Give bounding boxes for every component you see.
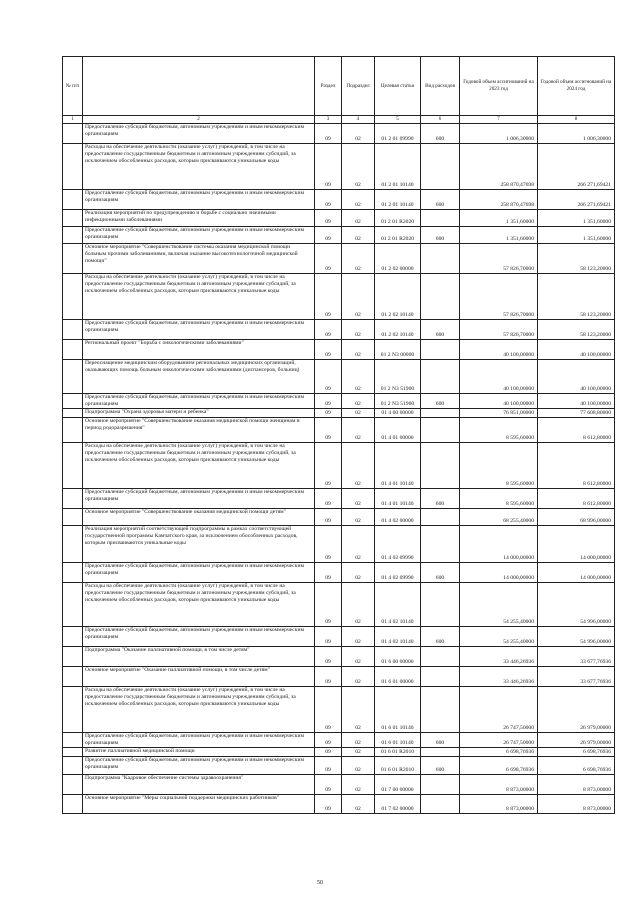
allocation-2024-cell: 54 996,00000: [538, 583, 615, 627]
target-article-cell: 01 2 01 09990: [375, 124, 421, 144]
row-name: Расходы на обеспечение деятельности (оказание услуг) учреждений, в том числе на предоставление государственным бюджетным и автономным учреждениям субсидий, за исключением обособленных расходов, которым присваиваются уникальные коды: [83, 687, 315, 733]
table-row: [63, 795, 615, 814]
table-row: [63, 583, 615, 627]
allocation-2024-cell: 58 123,20000: [538, 320, 615, 340]
num-cell: [63, 210, 83, 227]
table-row: [63, 227, 615, 244]
num-cell: [63, 144, 83, 190]
num-cell: [63, 190, 83, 210]
row-name: Предоставление субсидий бюджетным, автономным учреждениям и иным некоммерческим организациям: [83, 733, 315, 748]
allocation-2023-cell: 40 100,00000: [460, 340, 538, 360]
allocation-2024-cell: 1 351,60000: [538, 210, 615, 227]
table-row: [63, 320, 615, 340]
target-article-cell: 01 7 02 00000: [375, 795, 421, 814]
allocation-2024-cell: 58 123,20000: [538, 274, 615, 320]
razdel-cell: 09: [315, 409, 342, 418]
expense-type-cell: 600: [421, 627, 460, 647]
target-article-cell: 01 2 02 10140: [375, 320, 421, 340]
table-row: [63, 687, 615, 733]
razdel-cell: 09: [315, 144, 342, 190]
num-cell: [63, 757, 83, 775]
allocation-2024-cell: 8 612,80000: [538, 489, 615, 509]
podrazdel-cell: 02: [342, 687, 375, 733]
allocation-2023-cell: 76 851,00000: [460, 409, 538, 418]
table-row: [63, 775, 615, 795]
razdel-cell: 09: [315, 583, 342, 627]
col-number: 3: [315, 116, 342, 124]
allocation-2023-cell: 8 595,60000: [460, 489, 538, 509]
allocation-2023-cell: 258 870,47698: [460, 144, 538, 190]
col-header-target-article: Целевая статья: [375, 57, 421, 116]
expense-type-cell: 600: [421, 733, 460, 748]
allocation-2024-cell: 8 873,00000: [538, 775, 615, 795]
num-cell: [63, 687, 83, 733]
table-row: [63, 733, 615, 748]
allocation-2024-cell: 77 608,80000: [538, 409, 615, 418]
podrazdel-cell: 02: [342, 526, 375, 563]
allocation-2023-cell: 33 446,26936: [460, 667, 538, 687]
podrazdel-cell: 02: [342, 274, 375, 320]
allocation-2024-cell: 14 000,00000: [538, 563, 615, 583]
num-cell: [63, 360, 83, 394]
razdel-cell: 09: [315, 394, 342, 409]
podrazdel-cell: 02: [342, 124, 375, 144]
col-header-podrazdel: Подраздел: [342, 57, 375, 116]
podrazdel-cell: 02: [342, 210, 375, 227]
col-header-number: № п/п: [63, 57, 83, 116]
razdel-cell: 09: [315, 190, 342, 210]
razdel-cell: 09: [315, 795, 342, 814]
expense-type-cell: [421, 647, 460, 667]
table-row: [63, 489, 615, 509]
col-number: 1: [63, 116, 83, 124]
podrazdel-cell: 02: [342, 748, 375, 757]
num-cell: [63, 748, 83, 757]
expense-type-cell: [421, 360, 460, 394]
razdel-cell: 09: [315, 647, 342, 667]
razdel-cell: 09: [315, 210, 342, 227]
allocation-2023-cell: 1 351,60000: [460, 227, 538, 244]
allocation-2024-cell: 26 979,00000: [538, 687, 615, 733]
allocation-2024-cell: 33 677,76936: [538, 667, 615, 687]
razdel-cell: 09: [315, 733, 342, 748]
col-number: 2: [83, 116, 315, 124]
allocation-2023-cell: 8 873,00000: [460, 795, 538, 814]
target-article-cell: 01 4 02 09990: [375, 526, 421, 563]
expense-type-cell: [421, 409, 460, 418]
target-article-cell: 01 6 01 10140: [375, 687, 421, 733]
podrazdel-cell: 02: [342, 667, 375, 687]
target-article-cell: 01 6 01 R2010: [375, 748, 421, 757]
target-article-cell: 01 4 01 10140: [375, 489, 421, 509]
expense-type-cell: 600: [421, 757, 460, 775]
table-row: [63, 526, 615, 563]
razdel-cell: 09: [315, 489, 342, 509]
expense-type-cell: [421, 340, 460, 360]
row-name: Развитие паллиативной медицинской помощи: [83, 748, 315, 757]
num-cell: [63, 409, 83, 418]
razdel-cell: 09: [315, 360, 342, 394]
allocation-2024-cell: 1 351,60000: [538, 227, 615, 244]
razdel-cell: 09: [315, 526, 342, 563]
num-cell: [63, 124, 83, 144]
allocation-2024-cell: 266 271,69421: [538, 144, 615, 190]
row-name: Подпрограмма "Кадровое обеспечение системы здравоохранения": [83, 775, 315, 795]
table-row: [63, 340, 615, 360]
num-cell: [63, 244, 83, 274]
allocation-2024-cell: 6 698,76936: [538, 757, 615, 775]
target-article-cell: 01 2 N3 00000: [375, 340, 421, 360]
allocation-2023-cell: 26 747,50000: [460, 733, 538, 748]
table-row: [63, 647, 615, 667]
podrazdel-cell: 02: [342, 489, 375, 509]
num-cell: [63, 320, 83, 340]
table-row: [63, 360, 615, 394]
expense-type-cell: [421, 667, 460, 687]
row-name: Подпрограмма "Охрана здоровья матери и ребенка": [83, 409, 315, 418]
column-number-row: [63, 116, 615, 124]
podrazdel-cell: 02: [342, 190, 375, 210]
podrazdel-cell: 02: [342, 775, 375, 795]
allocation-2023-cell: 258 870,47698: [460, 190, 538, 210]
podrazdel-cell: 02: [342, 409, 375, 418]
target-article-cell: 01 2 N3 51900: [375, 360, 421, 394]
row-name: Предоставление субсидий бюджетным, автономным учреждениям и иным некоммерческим организациям: [83, 190, 315, 210]
table-row: [63, 757, 615, 775]
target-article-cell: 01 6 00 00000: [375, 647, 421, 667]
podrazdel-cell: 02: [342, 443, 375, 489]
allocation-2024-cell: 40 100,00000: [538, 360, 615, 394]
podrazdel-cell: 02: [342, 244, 375, 274]
num-cell: [63, 274, 83, 320]
table-row: [63, 124, 615, 144]
expense-type-cell: [421, 795, 460, 814]
expense-type-cell: 600: [421, 563, 460, 583]
table-row: [63, 443, 615, 489]
allocation-2024-cell: 58 123,20000: [538, 244, 615, 274]
expense-type-cell: 600: [421, 227, 460, 244]
podrazdel-cell: 02: [342, 509, 375, 526]
allocation-2023-cell: 8 595,60000: [460, 418, 538, 443]
target-article-cell: 01 2 01 10140: [375, 190, 421, 210]
allocation-2023-cell: 1 006,30000: [460, 124, 538, 144]
razdel-cell: 09: [315, 563, 342, 583]
target-article-cell: 01 4 02 00000: [375, 509, 421, 526]
target-article-cell: 01 4 02 09990: [375, 563, 421, 583]
podrazdel-cell: 02: [342, 144, 375, 190]
allocation-2023-cell: 6 698,76936: [460, 748, 538, 757]
expense-type-cell: [421, 526, 460, 563]
podrazdel-cell: 02: [342, 394, 375, 409]
allocation-2023-cell: 54 255,40000: [460, 627, 538, 647]
row-name: Региональный проект "Борьба с онкологическими заболеваниями": [83, 340, 315, 360]
target-article-cell: 01 6 01 R2010: [375, 757, 421, 775]
row-name: Предоставление субсидий бюджетным, автономным учреждениям и иным некоммерческим организациям: [83, 124, 315, 144]
razdel-cell: 09: [315, 443, 342, 489]
allocation-2023-cell: 40 100,00000: [460, 360, 538, 394]
razdel-cell: 09: [315, 775, 342, 795]
razdel-cell: 09: [315, 627, 342, 647]
razdel-cell: 09: [315, 274, 342, 320]
row-name: Подпрограмма "Оказание паллиативной помощи, в том числе детям": [83, 647, 315, 667]
target-article-cell: 01 4 00 00000: [375, 409, 421, 418]
num-cell: [63, 489, 83, 509]
table-header-row: [63, 57, 615, 116]
allocation-2024-cell: 8 873,00000: [538, 795, 615, 814]
podrazdel-cell: 02: [342, 627, 375, 647]
col-header-razdel: Раздел: [315, 57, 342, 116]
col-header-allocation-2024: Годовой объем ассигнований на 2024 год: [538, 57, 615, 116]
allocation-2023-cell: 57 826,70000: [460, 320, 538, 340]
row-name: Предоставление субсидий бюджетным, автономным учреждениям и иным некоммерческим организациям: [83, 757, 315, 775]
row-name: Предоставление субсидий бюджетным, автономным учреждениям и иным некоммерческим организациям: [83, 227, 315, 244]
podrazdel-cell: 02: [342, 360, 375, 394]
budget-allocation-table: [62, 56, 615, 814]
row-name: Предоставление субсидий бюджетным, автономным учреждениям и иным некоммерческим организациям: [83, 563, 315, 583]
table-row: [63, 627, 615, 647]
col-header-allocation-2023: Годовой объем ассигнований на 2023 год: [460, 57, 538, 116]
allocation-2023-cell: 54 255,40000: [460, 583, 538, 627]
row-name: Расходы на обеспечение деятельности (оказание услуг) учреждений, в том числе на предоставление государственным бюджетным и автономным учреждениям субсидий, за исключением обособленных расходов, которым присваиваются уникальные коды: [83, 443, 315, 489]
num-cell: [63, 340, 83, 360]
expense-type-cell: 600: [421, 320, 460, 340]
page-number: 50: [317, 880, 323, 886]
allocation-2024-cell: 8 612,80000: [538, 418, 615, 443]
razdel-cell: 09: [315, 244, 342, 274]
podrazdel-cell: 02: [342, 563, 375, 583]
num-cell: [63, 227, 83, 244]
num-cell: [63, 583, 83, 627]
allocation-2023-cell: 14 000,00000: [460, 563, 538, 583]
expense-type-cell: [421, 274, 460, 320]
expense-type-cell: [421, 748, 460, 757]
allocation-2024-cell: 266 271,69421: [538, 190, 615, 210]
allocation-2024-cell: 14 000,00000: [538, 526, 615, 563]
col-number: 6: [421, 116, 460, 124]
expense-type-cell: [421, 509, 460, 526]
col-number: 7: [460, 116, 538, 124]
razdel-cell: 09: [315, 509, 342, 526]
allocation-2023-cell: 1 351,60000: [460, 210, 538, 227]
num-cell: [63, 443, 83, 489]
num-cell: [63, 733, 83, 748]
col-number: 5: [375, 116, 421, 124]
num-cell: [63, 667, 83, 687]
num-cell: [63, 418, 83, 443]
target-article-cell: 01 4 02 10140: [375, 583, 421, 627]
allocation-2023-cell: 40 100,00000: [460, 394, 538, 409]
expense-type-cell: [421, 418, 460, 443]
podrazdel-cell: 02: [342, 227, 375, 244]
allocation-2024-cell: 33 677,76936: [538, 647, 615, 667]
expense-type-cell: [421, 687, 460, 733]
razdel-cell: 09: [315, 687, 342, 733]
allocation-2023-cell: 14 000,00000: [460, 526, 538, 563]
allocation-2024-cell: 6 698,76936: [538, 748, 615, 757]
table-row: [63, 418, 615, 443]
expense-type-cell: [421, 443, 460, 489]
allocation-2023-cell: 6 698,76936: [460, 757, 538, 775]
target-article-cell: 01 4 02 10140: [375, 627, 421, 647]
table-row: [63, 409, 615, 418]
razdel-cell: 09: [315, 748, 342, 757]
table-row: [63, 509, 615, 526]
allocation-2023-cell: 26 747,50000: [460, 687, 538, 733]
expense-type-cell: [421, 775, 460, 795]
expense-type-cell: [421, 210, 460, 227]
table-row: [63, 394, 615, 409]
table-row: [63, 210, 615, 227]
num-cell: [63, 775, 83, 795]
num-cell: [63, 526, 83, 563]
num-cell: [63, 509, 83, 526]
target-article-cell: 01 6 01 00000: [375, 667, 421, 687]
row-name: Расходы на обеспечение деятельности (оказание услуг) учреждений, в том числе на предоставление государственным бюджетным и автономным учреждениям субсидий, за исключением обособленных расходов, которым присваиваются уникальные коды: [83, 583, 315, 627]
allocation-2024-cell: 8 612,80000: [538, 443, 615, 489]
expense-type-cell: 600: [421, 124, 460, 144]
row-name: Переоснащение медицинским оборудованием региональных медицинских организаций, оказывающих помощь больным онкологическими заболеваниями (диспансеров, больниц): [83, 360, 315, 394]
table-row: [63, 244, 615, 274]
row-name: Расходы на обеспечение деятельности (оказание услуг) учреждений, в том числе на предоставление государственным бюджетным и автономным учреждениям субсидий, за исключением обособленных расходов, которым присваиваются уникальные коды: [83, 144, 315, 190]
row-name: Основное мероприятие "Совершенствование оказания медицинской помощи женщинам в период родоразрешения": [83, 418, 315, 443]
podrazdel-cell: 02: [342, 795, 375, 814]
target-article-cell: 01 2 01 10140: [375, 144, 421, 190]
allocation-2024-cell: 1 006,30000: [538, 124, 615, 144]
col-number: 4: [342, 116, 375, 124]
podrazdel-cell: 02: [342, 340, 375, 360]
col-header-expense-type: Вид расходов: [421, 57, 460, 116]
table-row: [63, 667, 615, 687]
allocation-2023-cell: 68 255,40000: [460, 509, 538, 526]
podrazdel-cell: 02: [342, 583, 375, 627]
target-article-cell: 01 2 02 10140: [375, 274, 421, 320]
row-name: Основное мероприятие "Совершенствование системы оказания медицинской помощи больным прочими заболеваниями, включая оказание высокотехнологичной медицинской помощи": [83, 244, 315, 274]
table-body: [63, 124, 615, 814]
expense-type-cell: 600: [421, 394, 460, 409]
row-name: Реализация мероприятий соответствующей подпрограммы в рамках соответствующей государственной программы Камчатского края, за исключением обособленных расходов, которым присваиваются уникальные коды: [83, 526, 315, 563]
budget-table-sheet: [62, 56, 614, 814]
row-name: Предоставление субсидий бюджетным, автономным учреждениям и иным некоммерческим организациям: [83, 320, 315, 340]
razdel-cell: 09: [315, 124, 342, 144]
col-header-name: [83, 57, 315, 116]
num-cell: [63, 563, 83, 583]
table-row: [63, 563, 615, 583]
target-article-cell: 01 7 00 00000: [375, 775, 421, 795]
row-name: Расходы на обеспечение деятельности (оказание услуг) учреждений, в том числе на предоставление государственным бюджетным и автономным учреждениям субсидий, за исключением обособленных расходов, которым присваиваются уникальные коды: [83, 274, 315, 320]
target-article-cell: 01 2 N3 51900: [375, 394, 421, 409]
row-name: Основное мероприятие "Совершенствование оказания медицинской помощи детям": [83, 509, 315, 526]
expense-type-cell: 600: [421, 190, 460, 210]
allocation-2024-cell: 54 996,00000: [538, 627, 615, 647]
num-cell: [63, 394, 83, 409]
table-row: [63, 748, 615, 757]
allocation-2023-cell: 33 446,26936: [460, 647, 538, 667]
razdel-cell: 09: [315, 418, 342, 443]
allocation-2024-cell: 26 979,00000: [538, 733, 615, 748]
podrazdel-cell: 02: [342, 418, 375, 443]
podrazdel-cell: 02: [342, 733, 375, 748]
target-article-cell: 01 2 02 00000: [375, 244, 421, 274]
razdel-cell: 09: [315, 757, 342, 775]
razdel-cell: 09: [315, 320, 342, 340]
allocation-2024-cell: 40 100,00000: [538, 394, 615, 409]
podrazdel-cell: 02: [342, 647, 375, 667]
row-name: Предоставление субсидий бюджетным, автономным учреждениям и иным некоммерческим организациям: [83, 489, 315, 509]
razdel-cell: 09: [315, 227, 342, 244]
row-name: Реализация мероприятий по предупреждению и борьбе с социально значимыми инфекционными заболеваниями: [83, 210, 315, 227]
allocation-2023-cell: 57 826,70000: [460, 244, 538, 274]
podrazdel-cell: 02: [342, 757, 375, 775]
row-name: Предоставление субсидий бюджетным, автономным учреждениям и иным некоммерческим организациям: [83, 394, 315, 409]
target-article-cell: 01 2 01 R2020: [375, 210, 421, 227]
table-row: [63, 190, 615, 210]
num-cell: [63, 795, 83, 814]
razdel-cell: 09: [315, 340, 342, 360]
razdel-cell: 09: [315, 667, 342, 687]
allocation-2023-cell: 8 873,00000: [460, 775, 538, 795]
allocation-2023-cell: 57 826,70000: [460, 274, 538, 320]
table-row: [63, 144, 615, 190]
podrazdel-cell: 02: [342, 320, 375, 340]
row-name: Основное мероприятие "Меры социальной поддержки медицинских работников": [83, 795, 315, 814]
expense-type-cell: [421, 583, 460, 627]
expense-type-cell: [421, 244, 460, 274]
target-article-cell: 01 6 01 10140: [375, 733, 421, 748]
row-name: Предоставление субсидий бюджетным, автономным учреждениям и иным некоммерческим организациям: [83, 627, 315, 647]
num-cell: [63, 627, 83, 647]
num-cell: [63, 647, 83, 667]
expense-type-cell: 600: [421, 489, 460, 509]
expense-type-cell: [421, 144, 460, 190]
allocation-2024-cell: 40 100,00000: [538, 340, 615, 360]
table-row: [63, 274, 615, 320]
row-name: Основное мероприятие "Оказание паллиативной помощи, в том числе детям": [83, 667, 315, 687]
allocation-2024-cell: 68 996,00000: [538, 509, 615, 526]
col-number: 8: [538, 116, 615, 124]
target-article-cell: 01 2 01 R2020: [375, 227, 421, 244]
target-article-cell: 01 4 01 00000: [375, 418, 421, 443]
allocation-2023-cell: 8 595,60000: [460, 443, 538, 489]
target-article-cell: 01 4 01 10140: [375, 443, 421, 489]
